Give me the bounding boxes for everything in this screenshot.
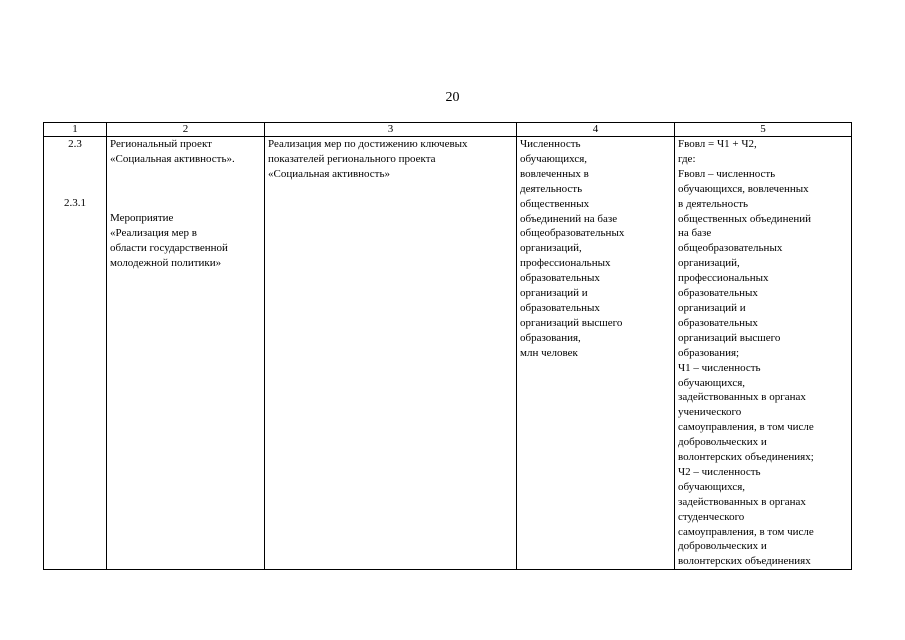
measure-name: Мероприятие «Реализация мер в области государственной молодежной политики» xyxy=(110,211,228,269)
column-header-1: 1 xyxy=(44,123,107,137)
indicator-table xyxy=(43,122,852,570)
goal-cell xyxy=(265,137,517,570)
column-header-4: 4 xyxy=(517,123,675,137)
table-header-row xyxy=(44,123,852,137)
item-number-2-3: 2.3 xyxy=(68,138,82,150)
project-name-cell xyxy=(107,137,265,570)
table-row xyxy=(44,137,852,570)
column-header-3: 3 xyxy=(265,123,517,137)
item-number-2-3-1: 2.3.1 xyxy=(64,196,86,209)
column-header-5: 5 xyxy=(675,123,852,137)
regional-project-name: Региональный проект «Социальная активность». xyxy=(110,138,235,165)
column-header-2: 2 xyxy=(107,123,265,137)
goal-text: Реализация мер по достижению ключевых показателей регионального проекта «Социальная активность» xyxy=(268,138,468,180)
formula-text: Fвовл = Ч1 + Ч2, где: Fвовл – численность обучающихся, вовлеченных в деятельность общественных объединений на базе общеобразовательных организаций, профессиональных образовательных организаций и образовательных организаций высшего образования; Ч1 – численность обучающихся, задействованных в органах ученического самоуправления, в том числе добровольческих и волонтерских объединениях; Ч2 – численность обучающихся, задействованных в органах студенческого самоуправления, в том числе добровольческих и волонтерских объединениях xyxy=(678,138,814,568)
formula-cell xyxy=(675,137,852,570)
indicator-cell xyxy=(517,137,675,570)
item-number-cell xyxy=(44,137,107,570)
page-number: 20 xyxy=(445,90,460,105)
indicator-text: Численность обучающихся, вовлеченных в деятельность общественных объединений на базе общеобразовательных организаций, профессиональных образовательных организаций и образовательных организаций высшего образования, млн человек xyxy=(520,138,625,359)
